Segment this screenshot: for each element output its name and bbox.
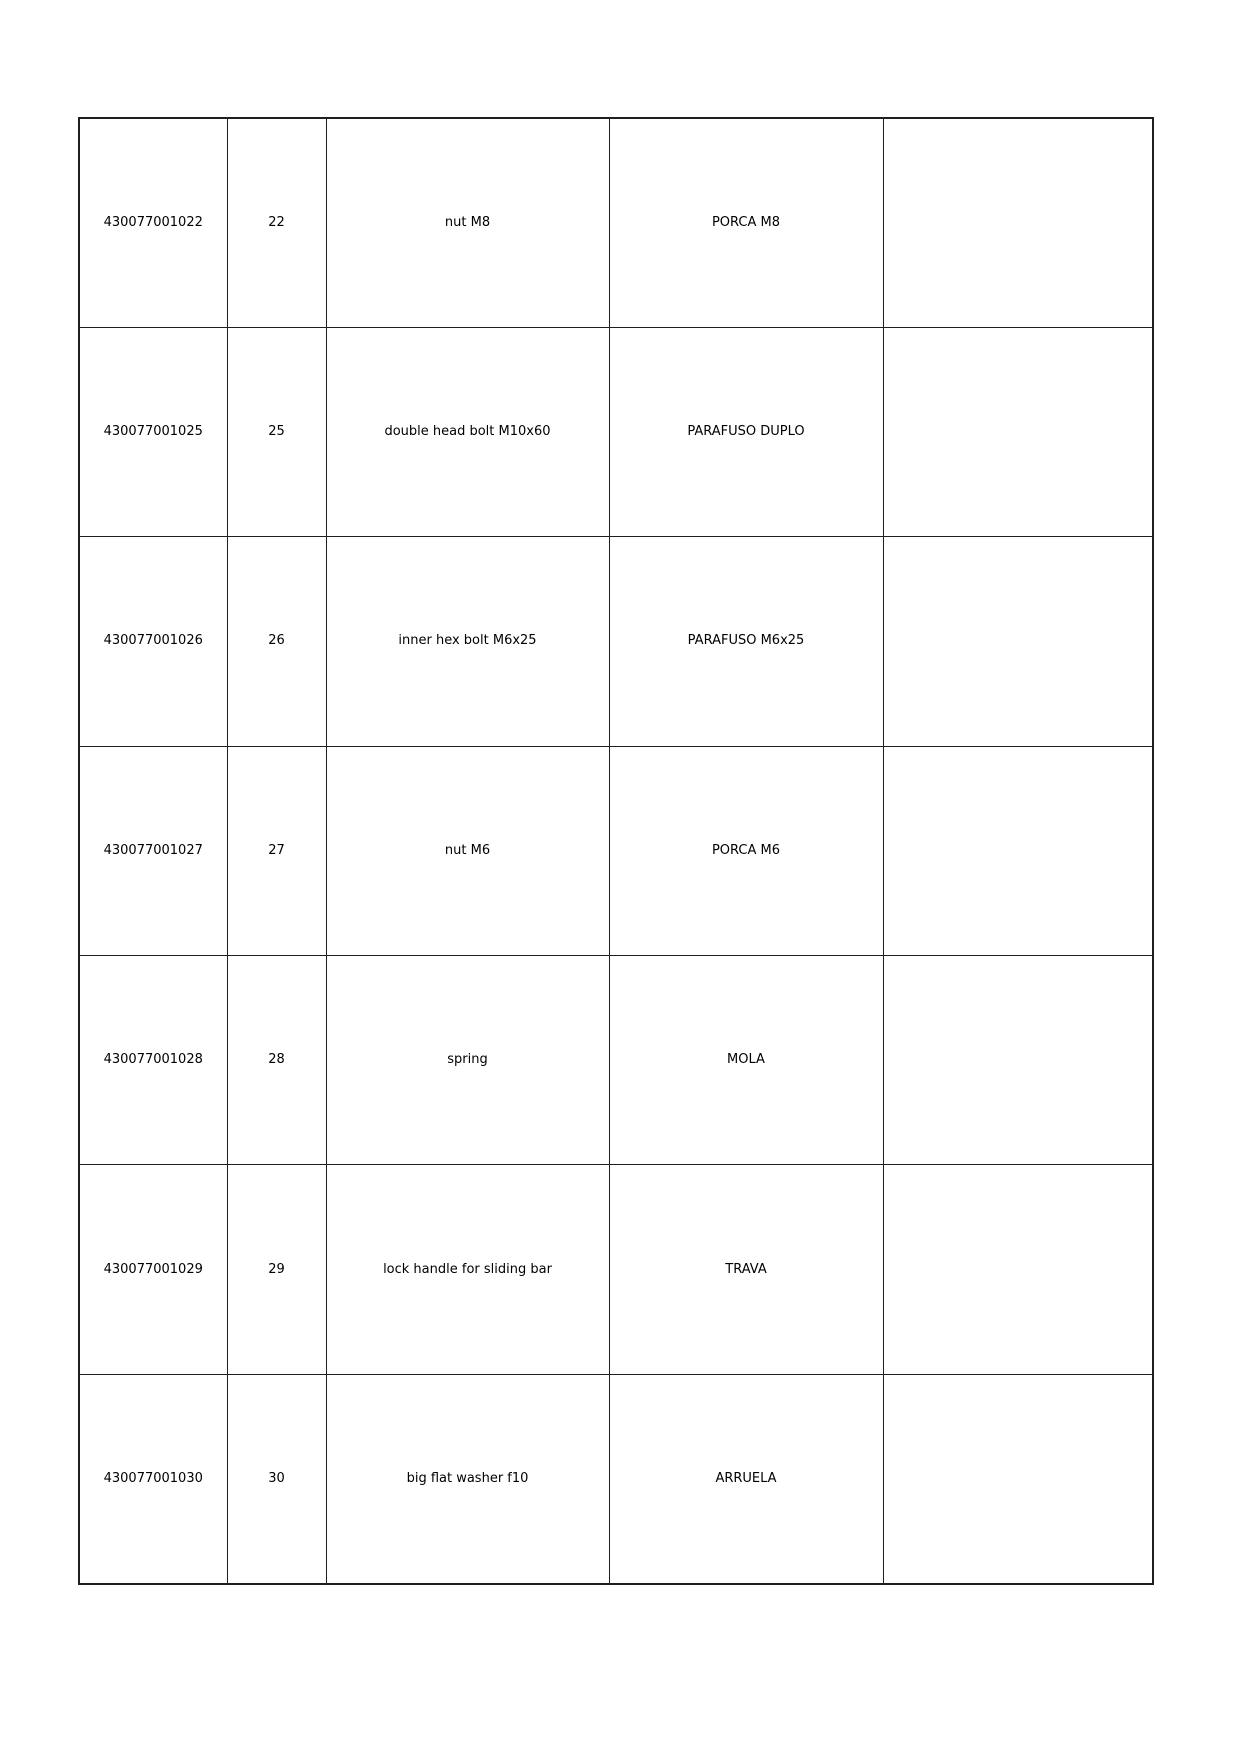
image-cell bbox=[883, 118, 1153, 327]
description-pt-cell: TRAVA bbox=[609, 1165, 883, 1374]
item-number-cell: 30 bbox=[227, 1374, 326, 1583]
description-pt-cell: PARAFUSO M6x25 bbox=[609, 537, 883, 746]
table-row bbox=[79, 1374, 1153, 1583]
description-pt-cell: PORCA M6 bbox=[609, 746, 883, 955]
image-cell bbox=[883, 746, 1153, 955]
part-number-cell: 430077001029 bbox=[79, 1165, 227, 1374]
description-pt-cell: PORCA M8 bbox=[609, 118, 883, 327]
image-cell bbox=[883, 537, 1153, 746]
image-cell bbox=[883, 956, 1153, 1165]
image-cell bbox=[883, 1165, 1153, 1374]
parts-table bbox=[78, 117, 1154, 1585]
description-en-cell: double head bolt M10x60 bbox=[326, 327, 609, 536]
description-en-cell: nut M6 bbox=[326, 746, 609, 955]
image-cell bbox=[883, 1374, 1153, 1583]
description-en-cell: big flat washer f10 bbox=[326, 1374, 609, 1583]
description-pt-cell: ARRUELA bbox=[609, 1374, 883, 1583]
table-row bbox=[79, 956, 1153, 1165]
description-en-cell: inner hex bolt M6x25 bbox=[326, 537, 609, 746]
description-en-cell: spring bbox=[326, 956, 609, 1165]
part-number-cell: 430077001027 bbox=[79, 746, 227, 955]
item-number-cell: 28 bbox=[227, 956, 326, 1165]
part-number-cell: 430077001028 bbox=[79, 956, 227, 1165]
part-number-cell: 430077001022 bbox=[79, 118, 227, 327]
item-number-cell: 26 bbox=[227, 537, 326, 746]
table-row bbox=[79, 327, 1153, 536]
table-row bbox=[79, 537, 1153, 746]
description-pt-cell: PARAFUSO DUPLO bbox=[609, 327, 883, 536]
table-row bbox=[79, 118, 1153, 327]
description-en-cell: nut M8 bbox=[326, 118, 609, 327]
part-number-cell: 430077001030 bbox=[79, 1374, 227, 1583]
image-cell bbox=[883, 327, 1153, 536]
table-row bbox=[79, 746, 1153, 955]
item-number-cell: 25 bbox=[227, 327, 326, 536]
part-number-cell: 430077001026 bbox=[79, 537, 227, 746]
parts-table-body bbox=[79, 118, 1153, 1584]
item-number-cell: 29 bbox=[227, 1165, 326, 1374]
item-number-cell: 22 bbox=[227, 118, 326, 327]
part-number-cell: 430077001025 bbox=[79, 327, 227, 536]
description-en-cell: lock handle for sliding bar bbox=[326, 1165, 609, 1374]
table-row bbox=[79, 1165, 1153, 1374]
description-pt-cell: MOLA bbox=[609, 956, 883, 1165]
item-number-cell: 27 bbox=[227, 746, 326, 955]
